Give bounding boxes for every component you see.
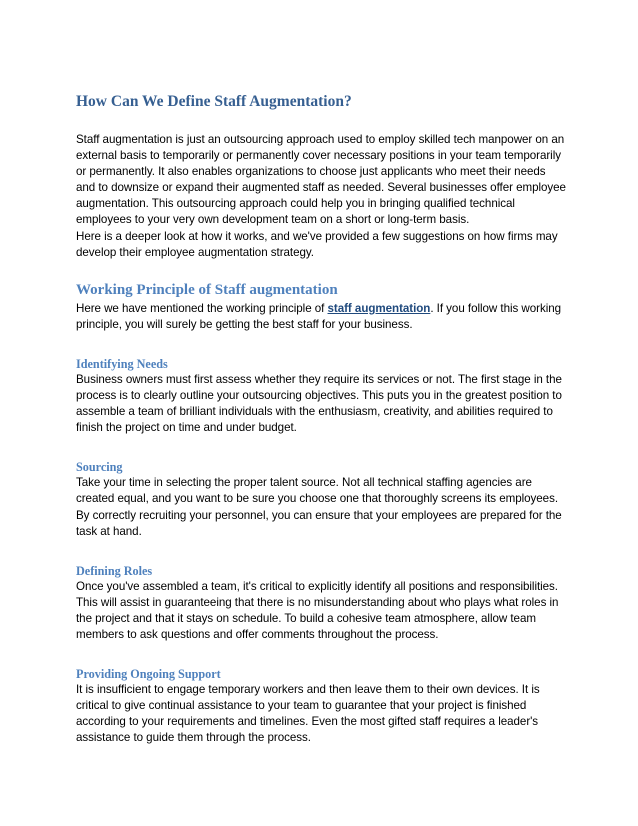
identifying-needs-paragraph: Business owners must first assess whether they require its services or not. The first stage in the process is to clearly outline your outsourcing objectives. This puts you in the greatest position to assemble a team of brilliant individuals with the enthusiasm, creativity, and abilities required to finish the project on time and under budget. bbox=[76, 372, 562, 435]
intro-paragraph-2: Here is a deeper look at how it works, and we've provided a few suggestions on how firms may develop their employee augmentation strategy. bbox=[76, 229, 558, 259]
subheading-sourcing: Sourcing bbox=[76, 460, 123, 475]
subheading-defining-roles: Defining Roles bbox=[76, 563, 153, 578]
providing-ongoing-support-paragraph: It is insufficient to engage temporary workers and then leave them to their own devices. It is critical to give continual assistance to your team to guarantee that your project is finished according to your requirements and timelines. Even the most gifted staff requires a leader's assistance to guide them through the process. bbox=[76, 683, 540, 745]
subheading-providing-ongoing-support: Providing Ongoing Support bbox=[76, 667, 221, 682]
sourcing-paragraph: Take your time in selecting the proper talent source. Not all technical staffing agencies are created equal, and you want to be sure you choose one that thoroughly screens its employees. By correctly recruiting your personnel, you can ensure that your employees are prepared for the task at hand. bbox=[76, 476, 562, 538]
document-page bbox=[76, 92, 566, 746]
section-heading-working-principle: Working Principle of Staff augmentation bbox=[76, 281, 338, 298]
page-title: How Can We Define Staff Augmentation? bbox=[76, 93, 352, 110]
defining-roles-paragraph: Once you've assembled a team, it's critical to explicitly identify all positions and responsibilities. This will assist in guaranteeing that there is no misunderstanding about who plays what roles in the project and that it stays on schedule. To build a cohesive team atmosphere, allow team members to ask questions and offer comments throughout the process. bbox=[76, 579, 559, 641]
working-principle-paragraph bbox=[76, 301, 566, 333]
subheading-identifying-needs: Identifying Needs bbox=[76, 356, 168, 371]
working-text-after: . If you follow this working principle, you will surely be getting the best staff for your business. bbox=[76, 301, 562, 331]
staff-augmentation-link[interactable]: staff augmentation bbox=[327, 301, 431, 315]
working-text-before: Here we have mentioned the working principle of bbox=[76, 301, 328, 315]
intro-paragraph: Staff augmentation is just an outsourcing approach used to employ skilled tech manpower on an external basis to temporarily or permanently cover necessary positions in your team temporarily or permanently. It also enables organizations to choose just applicants who meet their needs and to downsize or expand their augmented staff as needed. Several businesses offer employee augmentation. This outsourcing approach could help you in bringing qualified technical employees to your very own development team on a short or long-term basis. bbox=[76, 133, 566, 227]
